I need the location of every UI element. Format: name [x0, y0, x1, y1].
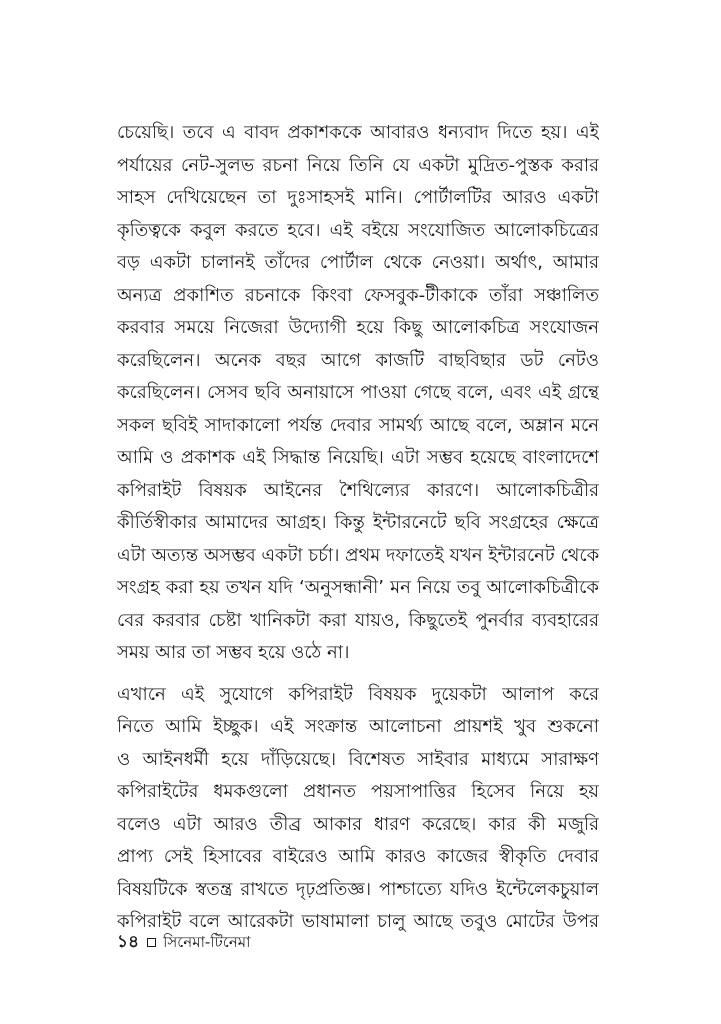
text-line: বের করবার চেষ্টা খানিকটা করা যায়ও, কিছুতেই পুনর্বার ব্যবহারের — [117, 609, 599, 631]
text-line: সকল ছবিই সাদাকালো পর্যন্ত দেবার সামর্থ্য আছে বলে, অম্লান মনে — [117, 414, 599, 436]
book-title: সিনেমা-টিনেমা — [163, 933, 251, 951]
text-line: কীর্তিস্বীকার আমাদের আগ্রহ। কিন্তু ইন্টারনেটে ছবি সংগ্রহের ক্ষেত্রে — [117, 512, 599, 533]
text-line: সাহস দেখিয়েছেন তা দুঃসাহসই মানি। পোর্টালটির আরও একটা — [117, 187, 599, 208]
text-line: কপিরাইট বলে আরেকটা ভাষামালা চালু আছে তবুও মোটের উপর — [117, 911, 599, 932]
body-text — [117, 117, 599, 939]
text-line: কপিরাইটের ধমকগুলো প্রধানত পয়সাপাত্তির হিসেব নিয়ে হয় — [117, 781, 599, 802]
text-line: এখানে এই সুযোগে কপিরাইট বিষয়ক দুয়েকটা আলাপ করে — [117, 683, 599, 705]
text-line: করেছিলেন। অনেক বছর আগে কাজটি বাছবিছার ডট নেটও — [117, 349, 599, 371]
text-line: এটা অত্যন্ত অসম্ভব একটা চর্চা। প্রথম দফাতেই যখন ইন্টারনেট থেকে — [117, 544, 599, 566]
paragraph-gap — [117, 670, 599, 679]
text-line: কৃতিত্বকে কবুল করতে হবে। এই বইয়ে সংযোজিত আলোকচিত্রের — [117, 219, 599, 241]
square-separator-icon — [147, 938, 156, 947]
text-line: ও আইনধর্মী হয়ে দাঁড়িয়েছে। বিশেষত সাইবার মাধ্যমে সারাক্ষণ — [117, 748, 599, 770]
text-line: অন্যত্র প্রকাশিত রচনাকে কিংবা ফেসবুক-টীকাকে তাঁরা সঞ্চালিত — [117, 284, 599, 306]
text-line: সময় আর তা সম্ভব হয়ে ওঠে না। — [117, 642, 350, 663]
text-line: বলেও এটা আরও তীব্র আকার ধারণ করেছে। কার কী মজুরি — [117, 813, 599, 835]
text-line: কপিরাইট বিষয়ক আইনের শৈথিল্যের কারণে। আলোকচিত্রীর — [117, 479, 599, 501]
text-line: পর্যায়ের নেট-সুলভ রচনা নিয়ে তিনি যে একটা মুদ্রিত-পুস্তক করার — [117, 154, 599, 176]
paragraph-1 — [117, 117, 599, 670]
text-line: চেয়েছি। তবে এ বাবদ প্রকাশককে আবারও ধন্যবাদ দিতে হয়। এই — [117, 122, 599, 143]
text-line: করবার সময়ে নিজেরা উদ্যোগী হয়ে কিছু আলোকচিত্র সংযোজন — [117, 317, 599, 338]
page-footer — [117, 930, 250, 954]
text-line: নিতে আমি ইচ্ছুক। এই সংক্রান্ত আলোচনা প্রায়শই খুব শুকনো — [117, 716, 599, 737]
paragraph-2 — [117, 679, 599, 939]
text-line: বড় একটা চালানই তাঁদের পোর্টাল থেকে নেওয়া। অর্থাৎ, আমার — [117, 252, 599, 273]
page-number: ১৪ — [117, 932, 140, 952]
text-line: প্রাপ্য সেই হিসাবের বাইরেও আমি কারও কাজের স্বীকৃতি দেবার — [117, 846, 599, 867]
text-line: সংগ্রহ করা হয় তখন যদি ‘অনুসন্ধানী’ মন নিয়ে তবু আলোকচিত্রীকে — [117, 577, 599, 598]
text-line: বিষয়টিকে স্বতন্ত্র রাখতে দৃঢ়প্রতিজ্ঞ। পাশ্চাত্যে যদিও ইন্টেলেকচুয়াল — [117, 878, 599, 900]
text-line: করেছিলেন। সেসব ছবি অনায়াসে পাওয়া গেছে বলে, এবং এই গ্রন্থে — [117, 382, 599, 403]
text-line: আমি ও প্রকাশক এই সিদ্ধান্ত নিয়েছি। এটা সম্ভব হয়েছে বাংলাদেশে — [117, 447, 599, 468]
